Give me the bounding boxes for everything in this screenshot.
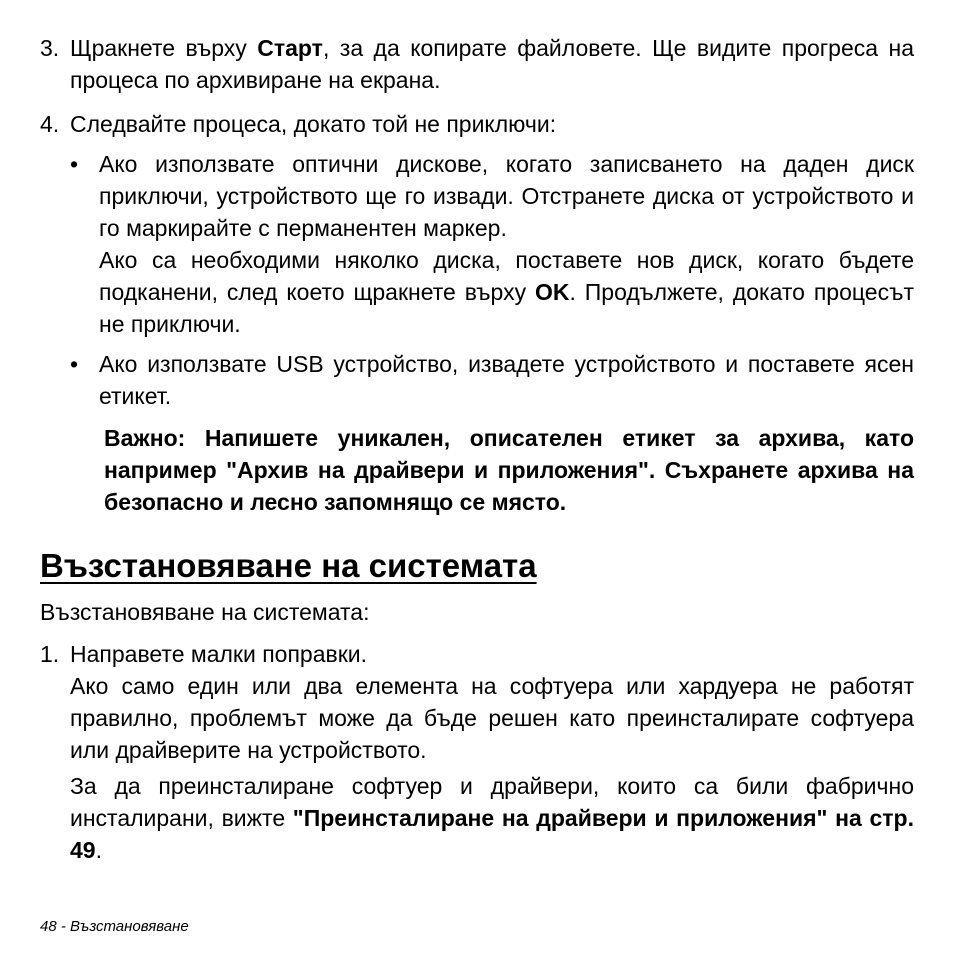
bullet-usb [40, 348, 914, 412]
step-paragraph: Ако само един или два елемента на софтуера или хардуера не работят правилно, проблемът може да бъде решен като преинсталирате софтуера или драйверите на устройството. [70, 673, 914, 763]
step-number: 3. [40, 35, 60, 61]
step-1 [40, 638, 914, 866]
bullet-optical-discs [40, 148, 914, 340]
bullet-paragraph: Ако използвате оптични дискове, когато записването на даден диск приключи, устройството ще го извади. Отстранете диска от устройството и го маркирайте с перманентен маркер. [99, 151, 914, 241]
step-paragraph: За да преинсталиране софтуер и драйвери, които са били фабрично инсталирани, вижте "Преинсталиране на драйвери и приложения" на стр. 49. [70, 773, 914, 863]
step-number: 4. [40, 111, 60, 137]
step-4 [40, 108, 914, 140]
section-intro: Възстановяване на системата: [40, 599, 370, 625]
bullet-paragraph: Ако използвате USB устройство, извадете устройството и поставете ясен етикет. [99, 351, 914, 409]
bullet-list [40, 148, 914, 412]
step-title: Направете малки поправки. [70, 641, 368, 667]
section-heading: Възстановяване на системата [40, 547, 537, 584]
step-number: 1. [40, 641, 60, 667]
bullet-icon: • [70, 351, 79, 377]
step-3 [40, 32, 914, 96]
document-page [40, 32, 914, 866]
bullet-paragraph: Ако са необходими няколко диска, поставете нов диск, когато бъдете подканени, след което щракнете върху OK. Продължете, докато процесът не приключи. [99, 247, 915, 337]
ok-label: OK [534, 279, 570, 305]
important-note: Важно: Напишете уникален, описателен етикет за архива, като например "Архив на драйвери и приложения". Съхранете архива на безопасно и лесно запомнящо се място. [104, 425, 914, 515]
step-text: Щракнете върху Старт, за да копирате файловете. Ще видите прогреса на процеса по архивиране на екрана. [70, 35, 914, 93]
start-label: Старт [257, 35, 323, 61]
step-text: Следвайте процеса, докато той не приключи: [70, 111, 557, 137]
bullet-icon: • [70, 151, 79, 177]
cross-reference-link[interactable]: "Преинсталиране на драйвери и приложения" на стр. 49 [70, 805, 914, 863]
page-footer: 48 - Възстановяване [40, 918, 189, 935]
